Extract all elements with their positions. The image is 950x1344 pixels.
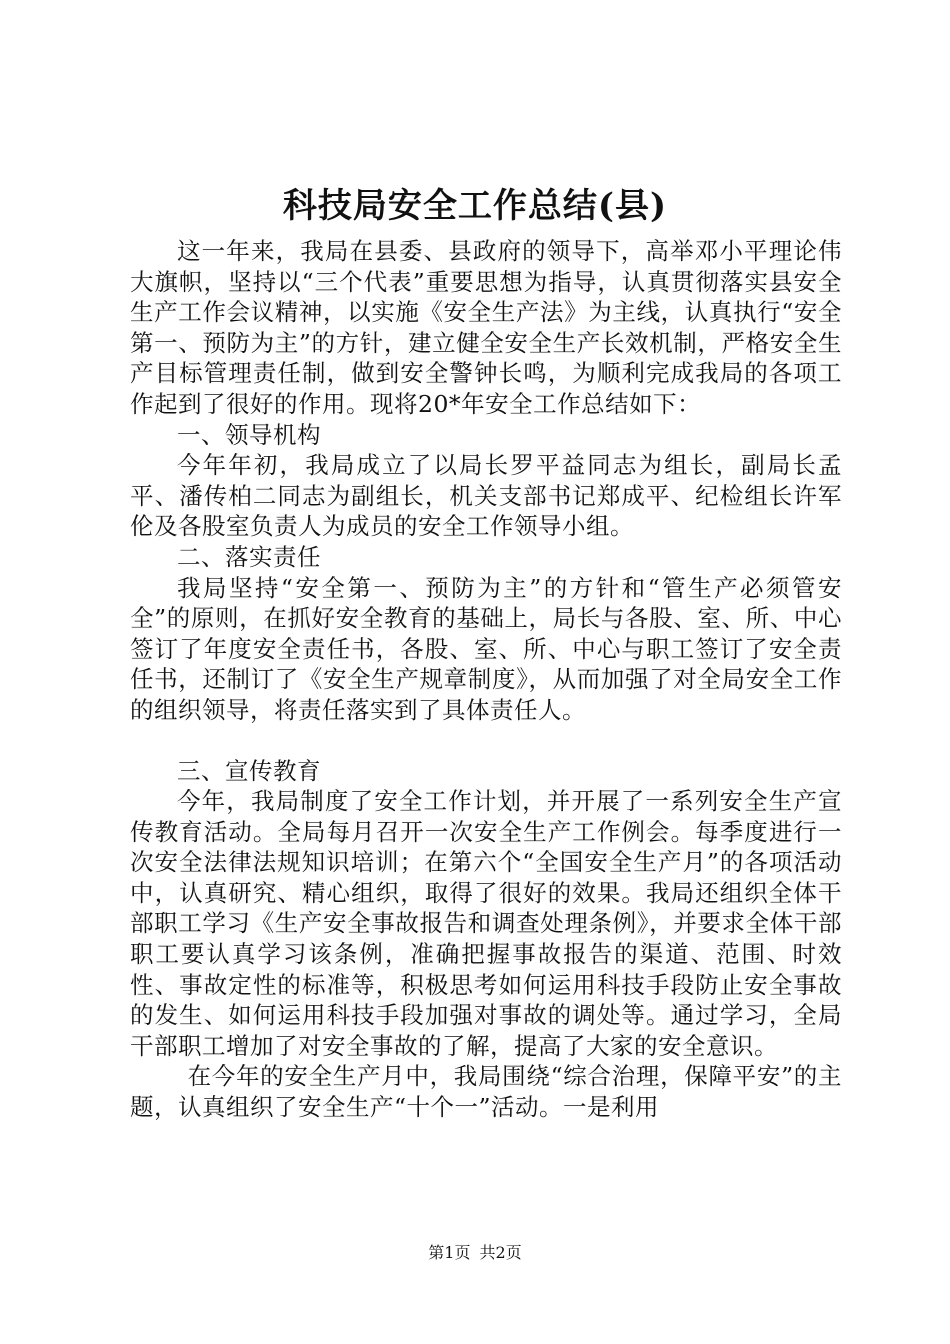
section-heading-responsibility: 二、落实责任: [177, 542, 321, 571]
education-paragraph: 今年，我局制度了安全工作计划，并开展了一系列安全生产宣传教育活动。全局每月召开一次安全生产工作例会。每季度进行一次安全法律法规知识培训；在第六个“全国安全生产月”的各项活动中，认真研究、精心组织，取得了很好的效果。我局还组织全体干部职工学习《生产安全事故报告和调查处理条例》，并要求全体干部职工要认真学习该条例，准确把握事故报告的渠道、范围、时效性、事故定性的标准等，积极思考如何运用科技手段防止安全事故的发生、如何运用科技手段加强对事故的调处等。通过学习，全局干部职工增加了对安全事故的了解，提高了大家的安全意识。: [130, 787, 842, 1060]
page-number-footer: 第1页 共2页: [428, 1243, 522, 1262]
paragraph-gap: [130, 726, 842, 756]
document-title: 科技局安全工作总结(县): [282, 186, 668, 226]
responsibility-paragraph: 我局坚持“安全第一、预防为主”的方针和“管生产必须管安全”的原则，在抓好安全教育的基础上，局长与各股、室、所、中心签订了年度安全责任书，各股、室、所、中心与职工签订了安全责任书，还制订了《安全生产规章制度》，从而加强了对全局安全工作的组织领导，将责任落实到了具体责任人。: [130, 573, 842, 724]
intro-paragraph: 这一年来，我局在县委、县政府的领导下，高举邓小平理论伟大旗帜，坚持以“三个代表”重要思想为指导，认真贯彻落实县安全生产工作会议精神，以实施《安全生产法》为主线，认真执行“安全第一、预防为主”的方针，建立健全安全生产长效机制，严格安全生产目标管理责任制，做到安全警钟长鸣，为顺利完成我局的各项工作起到了很好的作用。现将20*年安全工作总结如下：: [130, 237, 842, 418]
document-body: [130, 236, 842, 1123]
safety-month-paragraph: 在今年的安全生产月中，我局围绕“综合治理，保障平安”的主题，认真组织了安全生产“十个一”活动。一是利用: [130, 1062, 842, 1122]
section-heading-education: 三、宣传教育: [177, 756, 321, 785]
leadership-paragraph: 今年年初，我局成立了以局长罗平益同志为组长，副局长孟平、潘传柏二同志为副组长，机关支部书记郑成平、纪检组长许军伦及各股室负责人为成员的安全工作领导小组。: [130, 451, 842, 541]
section-heading-leadership: 一、领导机构: [177, 420, 321, 449]
